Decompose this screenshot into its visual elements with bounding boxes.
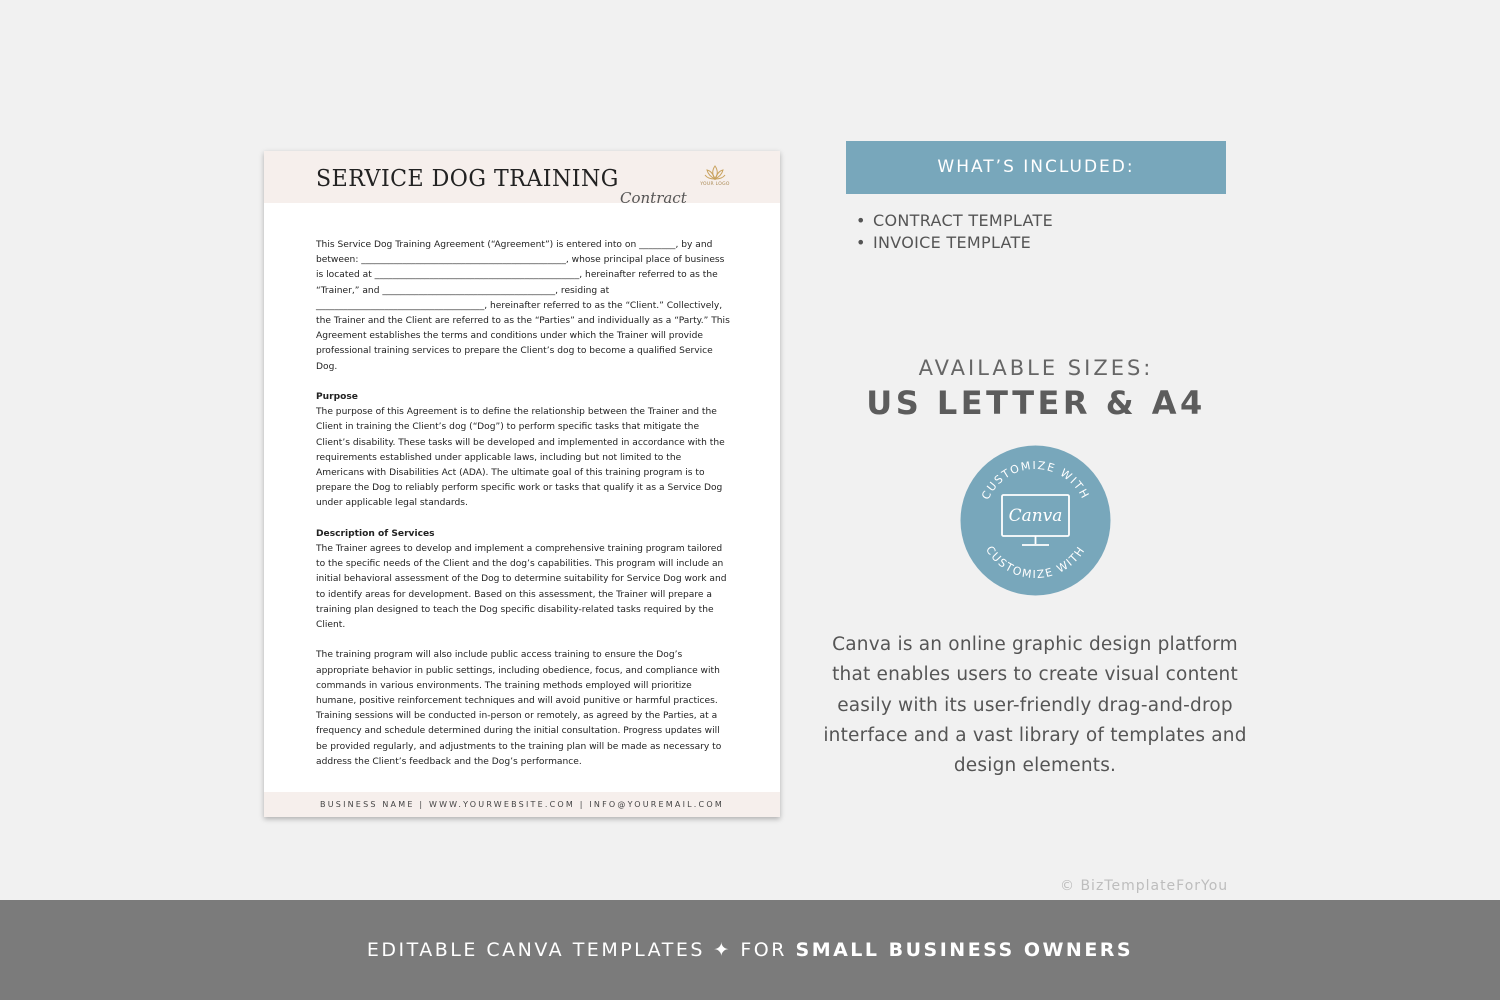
included-list	[856, 210, 1053, 254]
paragraph	[316, 390, 732, 512]
banner-text	[0, 900, 1500, 1000]
list-item: • INVOICE TEMPLATE	[856, 232, 1053, 254]
document-title: SERVICE DOG TRAINING	[316, 166, 619, 192]
copyright-credit: © BizTemplateForYou	[1060, 878, 1229, 894]
paragraph-text: The training program will also include public access training to ensure the Dog’s appropriate behavior in public settings, including obedience, focus, and compliance with commands in various environments. The training methods employed will prioritize humane, positive reinforcement techniques and will avoid punitive or harmful practices. Training sessions will be conducted in-person or remotely, as agreed by the Parties, at a frequency and schedule determined during the initial consultation. Progress updates will be provided regularly, and adjustments to the training plan will be made as necessary to address the Client’s feedback and the Dog’s performance.	[316, 650, 722, 767]
lotus-icon	[704, 164, 726, 182]
sizes-value: US LETTER & A4	[866, 384, 1206, 422]
section-heading: Purpose	[316, 392, 358, 403]
document-footer: BUSINESS NAME | WWW.YOURWEBSITE.COM | INFO@YOUREMAIL.COM	[264, 792, 780, 817]
paragraph-text: The purpose of this Agreement is to define the relationship between the Trainer and the Client in training the Client’s dog (“Dog”) to perform specific tasks that mitigate the Client’s disability. These tasks will be developed and implemented in accordance with the requirements established under applicable laws, including but not limited to the Americans with Disabilities Act (ADA). The ultimate goal of this training program is to prepare the Dog to reliably perform specific work or tasks that qualify it as a Service Dog under applicable legal standards.	[316, 407, 725, 509]
section-heading: Description of Services	[316, 528, 435, 539]
list-item: • CONTRACT TEMPLATE	[856, 210, 1053, 232]
paragraph	[316, 527, 732, 633]
included-header: WHAT’S INCLUDED:	[846, 141, 1226, 194]
banner-bold: SMALL BUSINESS OWNERS	[795, 939, 1134, 961]
document-subtitle: Contract	[620, 189, 687, 207]
paragraph-text: The Trainer agrees to develop and implement a comprehensive training program tailored to the specific needs of the Client and the dog’s capabilities. This program will include an initial behavioral assessment of the Dog to determine suitability for Service Dog work and to identify areas for development. Based on this assessment, the Trainer will prepare a training plan designed to teach the Dog specific disability-related tasks required by the Client.	[316, 544, 727, 631]
banner-lead: EDITABLE CANVA TEMPLATES ✦ FOR	[366, 939, 787, 961]
paragraph	[316, 238, 732, 375]
badge-ring-text-bottom: CUSTOMIZE WITH	[983, 543, 1088, 582]
document-body	[316, 238, 732, 785]
badge-brand: Canva	[1008, 506, 1063, 526]
document-header	[264, 151, 780, 207]
paragraph	[316, 648, 732, 770]
customize-with-canva-badge	[960, 445, 1111, 596]
badge-ring-text-top: CUSTOMIZE WITH	[979, 458, 1092, 502]
canva-description: Canva is an online graphic design platform that enables users to create visual content easily with its user-friendly drag-and-drop interface and a vast library of templates and design elements.	[823, 634, 1247, 777]
sizes-label: AVAILABLE SIZES:	[918, 356, 1154, 380]
contract-preview	[264, 151, 780, 817]
paragraph-text: This Service Dog Training Agreement (“Agreement”) is entered into on ________, by and between: _____________________________________________, whose principal place of business is located at _____________________________________________, hereinafter referred to as the “Trainer,” and ______________________________________, residing at _____________________________________, hereinafter referred to as the “Client.” Collectively, the Trainer and the Client are referred to as the “Parties” and individually as a “Party.” This Agreement establishes the terms and conditions under which the Trainer will provide professional training services to prepare the Client’s dog to become a qualified Service Dog.	[316, 240, 730, 372]
bottom-banner	[0, 900, 1500, 1000]
logo	[700, 164, 730, 194]
logo-text: YOUR LOGO	[700, 182, 730, 187]
